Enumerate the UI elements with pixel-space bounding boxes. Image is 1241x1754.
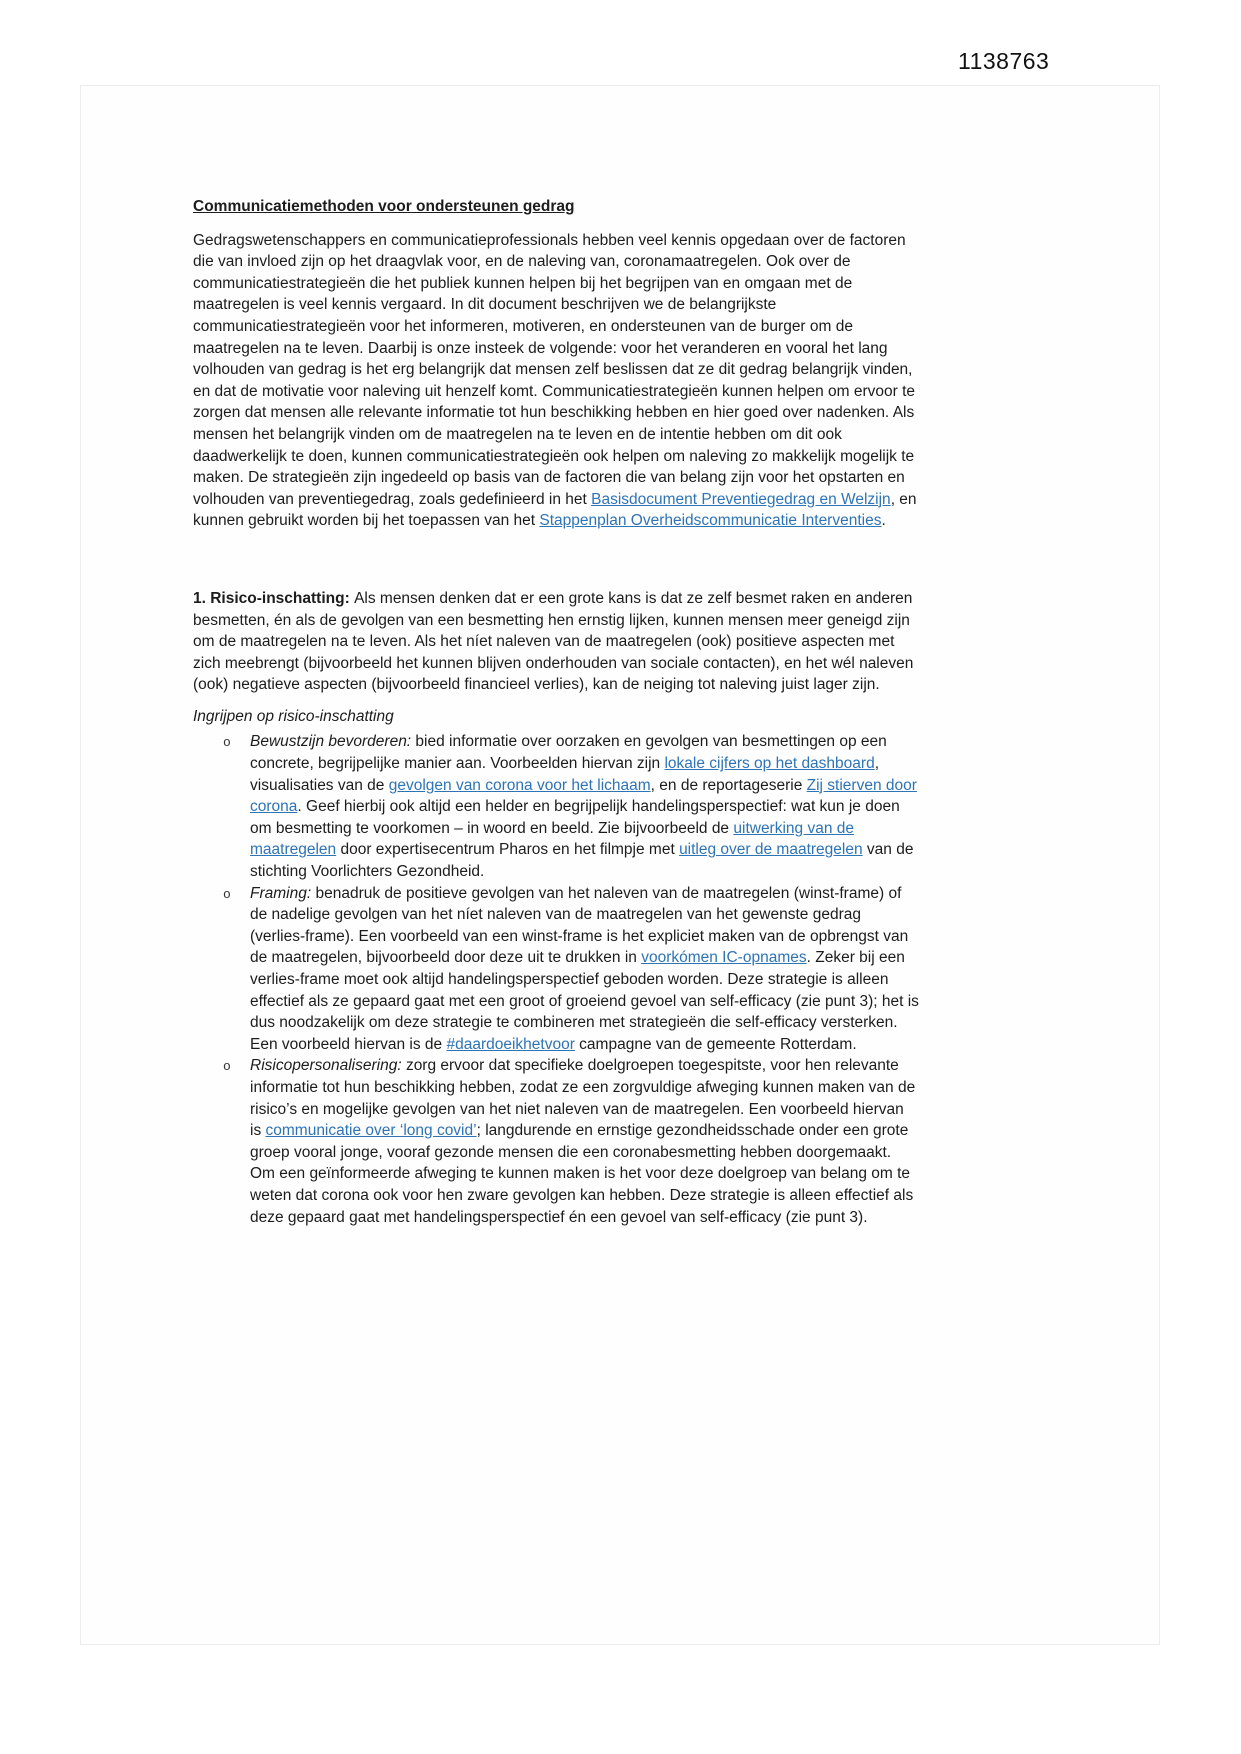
hyperlink[interactable]: uitleg over de maatregelen: [679, 841, 863, 859]
hyperlink[interactable]: lokale cijfers op het dashboard: [664, 755, 875, 773]
text-run: , en de reportageserie: [650, 776, 807, 794]
text-run: .: [881, 512, 886, 530]
text-run: campagne van de gemeente Rotterdam.: [574, 1035, 857, 1053]
text-run: bied informatie over oorzaken en gevolgen van besmettingen op een concrete, begrijpelijke manier aan. Voorbeelden hiervan zijn: [250, 733, 887, 773]
hyperlink[interactable]: #daardoeikhetvoor: [446, 1035, 575, 1053]
text-run: Risicopersonalisering:: [250, 1057, 406, 1075]
text-run: benadruk de positieve gevolgen van het naleven van de maatregelen (winst-frame) of de nadelige gevolgen van het níet naleven van de maatregelen van het gewenste gedrag (verlies-frame). Een voorbeeld van een winst-frame is het expliciet maken van de opbrengst van de maatregelen, bijvoorbeeld door deze uit te drukken in: [250, 884, 909, 967]
text-run: door expertisecentrum Pharos en het filmpje met: [336, 841, 680, 859]
text-run: Als mensen denken dat er een grote kans is dat ze zelf besmet raken en anderen besmetten, én als de gevolgen van een besmetting hen ernstig lijken, kunnen mensen meer geneigd zijn om de maatregelen na te leven. Als het níet naleven van de maatregelen (ook) positieve aspecten met zich meebrengt (bijvoorbeeld het kunnen blijven onderhouden van sociale contacten), en het wél naleven (ook) negatieve aspecten (bijvoorbeeld financieel verlies), kan de neiging tot naleving juist lager zijn.: [193, 589, 914, 694]
hyperlink[interactable]: voorkómen IC-opnames: [641, 949, 807, 967]
text-run: 1. Risico-inschatting:: [193, 589, 355, 607]
page-id: 1138763: [958, 48, 1050, 74]
strategy-list: [193, 731, 919, 1228]
text-run: van de stichting Voorlichters Gezondheid.: [250, 841, 914, 881]
text-run: zorg ervoor dat specifieke doelgroepen toegespitste, voor hen relevante informatie tot hun beschikking hebben, zodat ze een zorgvuldige afweging kunnen maken van de risico’s en mogelijke gevolgen van het niet naleven van de maatregelen. Een voorbeeld hiervan is: [250, 1057, 916, 1140]
document-title: [193, 196, 919, 218]
hyperlink[interactable]: gevolgen van corona voor het lichaam: [388, 776, 651, 794]
text-run: Framing:: [250, 884, 316, 902]
text-run: ; langdurende en ernstige gezondheidsschade onder een grote groep vooral jonge, vooraf gezonde mensen die een coronabesmetting hebben doorgemaakt. Om een geïnformeerde afweging te kunnen maken is het voor deze doelgroep van belang om te weten dat corona ook voor hen zware gevolgen kan hebben. Deze strategie is alleen effectief als deze gepaard gaat met handelingsperspectief én een gevoel van self-efficacy (zie punt 3).: [250, 1122, 914, 1226]
document-page: [80, 85, 1160, 1645]
subsection-heading: [193, 706, 919, 728]
hyperlink[interactable]: uitwerking van de maatregelen: [250, 819, 854, 859]
text-run: Communicatiemethoden voor ondersteunen gedrag: [193, 198, 575, 215]
hyperlink[interactable]: Stappenplan Overheidscommunicatie Interventies: [539, 512, 882, 530]
bullet-item: [193, 1055, 919, 1228]
hyperlink[interactable]: Zij stierven door corona: [250, 776, 917, 816]
bullet-item: [193, 731, 919, 882]
section-1-paragraph: [193, 588, 919, 696]
intro-paragraph: [193, 230, 919, 532]
bullet-marker-icon: o: [223, 1059, 231, 1075]
document-content: [193, 196, 919, 1238]
bullet-marker-icon: o: [223, 735, 231, 751]
text-run: . Geef hierbij ook altijd een helder en begrijpelijk handelingsperspectief: wat kun je doen om besmetting te voorkomen – in woord en beeld. Zie bijvoorbeeld de: [250, 798, 900, 837]
bullet-marker-icon: o: [223, 886, 231, 902]
text-run: Bewustzijn bevorderen:: [250, 733, 416, 751]
hyperlink[interactable]: communicatie over ‘long covid’: [265, 1122, 477, 1140]
hyperlink[interactable]: Basisdocument Preventiegedrag en Welzijn: [591, 490, 891, 508]
text-run: Gedragswetenschappers en communicatieprofessionals hebben veel kennis opgedaan over de factoren die van invloed zijn op het draagvlak voor, en de naleving van, coronamaatregelen. Ook over de communicatiestrategieën die het publiek kunnen helpen bij het begrijpen van en omgaan met de maatregelen is veel kennis vergaard. In dit document beschrijven we de belangrijkste communicatiestrategieën voor het informeren, motiveren, en ondersteunen van de burger om de maatregelen na te leven. Daarbij is onze insteek de volgende: voor het veranderen en vooral het lang volhouden van gedrag is het erg belangrijk dat mensen zelf beslissen dat ze dit gedrag belangrijk vinden, en dat de motivatie voor naleving uit henzelf komt. Communicatiestrategieën kunnen helpen om ervoor te zorgen dat mensen alle relevante informatie tot hun beschikking hebben en hier goed over nadenken. Als mensen het belangrijk vinden om de maatregelen na te leven en de intentie hebben om dit ook daadwerkelijk te doen, kunnen communicatiestrategieën ook helpen om naleving zo makkelijk mogelijk te maken. De strategieën zijn ingedeeld op basis van de factoren die van belang zijn voor het opstarten en volhouden van preventiegedrag, zoals gedefinieerd in het: [193, 231, 916, 508]
bullet-item: [193, 883, 919, 1056]
text-run: , visualisaties van de: [250, 755, 880, 794]
text-run: , en kunnen gebruikt worden bij het toepassen van het: [193, 490, 917, 530]
text-run: Ingrijpen op risico-inschatting: [193, 707, 394, 725]
text-run: . Zeker bij een verlies-frame moet ook altijd handelingsperspectief geboden worden. Deze strategie is alleen effectief als ze gepaard gaat met een groot of groeiend gevoel van self-efficacy (zie punt 3); het is dus noodzakelijk om deze strategie te combineren met strategieën die self-efficacy versterken. Een voorbeeld hiervan is de: [250, 949, 919, 1053]
